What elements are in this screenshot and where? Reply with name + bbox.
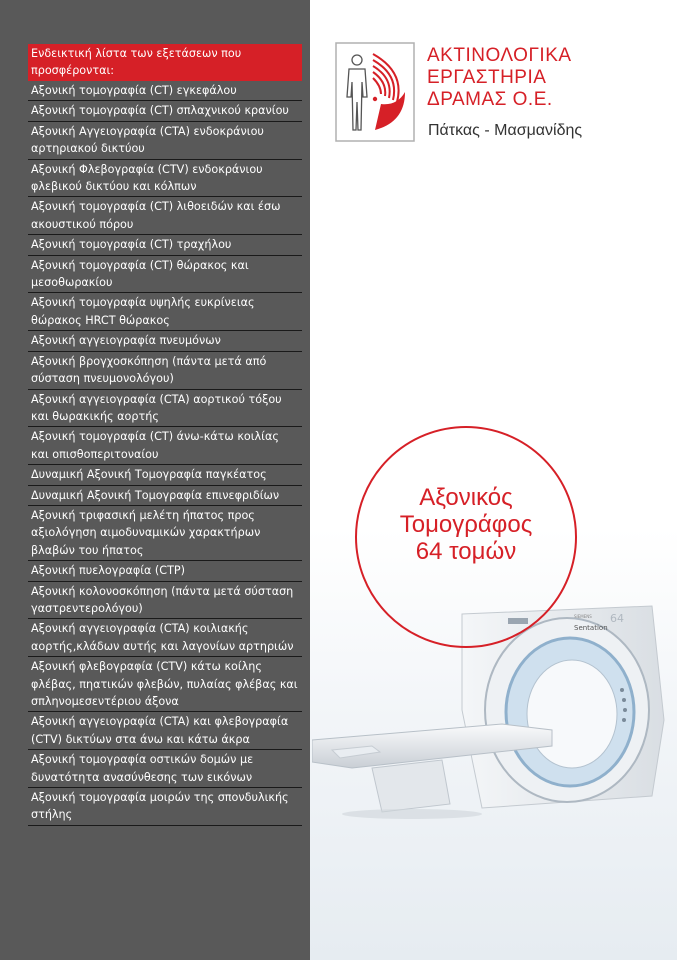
scanner-model-number: 64 (610, 612, 624, 625)
clinic-name-line1: ΑΚΤΙΝΟΛΟΓΙΚΑ (427, 45, 572, 66)
ct-badge-text (355, 484, 577, 565)
ct-badge-line3: 64 τομών (415, 538, 517, 565)
exam-list-item: Αξονική Αγγειογραφία (CTA) ενδοκράνιου αρτηριακού δικτύου (28, 122, 302, 160)
exam-list-item: Αξονική πυελογραφία (CTP) (28, 561, 302, 581)
clinic-name (427, 45, 572, 111)
exam-list-item: Αξονική τομογραφία (CT) λιθοειδών και έσω ακουστικού πόρου (28, 197, 302, 235)
exam-list-item: Δυναμική Αξονική Τομογραφία επινεφριδίων (28, 486, 302, 506)
exam-list-item: Αξονική βρογχοσκόπηση (πάντα μετά από σύσταση πνευμονολόγου) (28, 352, 302, 390)
clinic-logo (335, 42, 415, 142)
exam-list-item: Αξονική τομογραφία μοιρών της σπονδυλικής στήλης (28, 788, 302, 826)
clinic-owners: Πάτκας - Μασμανίδης (428, 122, 583, 139)
exam-list-header: Ενδεικτική λίστα των εξετάσεων που προσφέρονται: (28, 44, 302, 81)
scanner-brand-label: SIEMENS (574, 614, 592, 619)
exam-list-item: Αξονική αγγειογραφία (CTA) κοιλιακής αορτής,κλάδων αυτής και λαγονίων αρτηριών (28, 619, 302, 657)
exam-list-item: Αξονική τομογραφία (CT) εγκεφάλου (28, 81, 302, 101)
exam-list-item: Αξονική φλεβογραφία (CTV) κάτω κοίλης φλέβας, πηατικών φλεβών, πυλαίας φλέβας και σπληνομεσεντέριου άξονα (28, 657, 302, 712)
exam-list (28, 44, 302, 826)
exam-list-item: Αξονική τομογραφία υψηλής ευκρίνειας θώρακος HRCT θώρακος (28, 293, 302, 331)
scanner-model-label: Sentation (574, 624, 608, 632)
exam-list-item: Αξονική κολονοσκόπηση (πάντα μετά σύσταση γαστρεντερολόγου) (28, 582, 302, 620)
exam-list-item: Αξονική τριφασική μελέτη ήπατος προς αξιολόγηση αιμοδυναμικών χαρακτήρων βλαβών του ήπατος (28, 506, 302, 561)
clinic-name-line2: ΕΡΓΑΣΤΗΡΙΑ (427, 67, 547, 88)
exam-list-item: Αξονική αγγειογραφία (CTA) αορτικού τόξου και θωρακικής αορτής (28, 390, 302, 428)
exam-list-item: Αξονική τομογραφία οστικών δομών με δυνατότητα ανασύνθεσης των εικόνων (28, 750, 302, 788)
exam-list-item: Αξονική τομογραφία (CT) σπλαχνικού κρανίου (28, 101, 302, 121)
exam-list-item: Αξονική αγγειογραφία (CTA) και φλεβογραφία (CTV) δικτύων στα άνω και κάτω άκρα (28, 712, 302, 750)
exam-list-panel (0, 0, 310, 960)
exam-list-item: Αξονική τομογραφία (CT) θώρακος και μεσοθωρακίου (28, 256, 302, 294)
ct-badge-line1: Αξονικός (419, 484, 513, 511)
exam-list-item: Αξονική τομογραφία (CT) τραχήλου (28, 235, 302, 255)
exam-list-item: Αξονική τομογραφία (CT) άνω-κάτω κοιλίας και οπισθοπεριτοναίου (28, 427, 302, 465)
exam-list-item: Αξονική αγγειογραφία πνευμόνων (28, 331, 302, 351)
ct-badge-line2: Τομογράφος (399, 511, 533, 538)
exam-list-item: Αξονική Φλεβογραφία (CTV) ενδοκράνιου φλεβικού δικτύου και κόλπων (28, 160, 302, 198)
clinic-name-line3: ΔΡΑΜΑΣ Ο.Ε. (427, 89, 553, 110)
exam-list-item: Δυναμική Αξονική Τομογραφία παγκέατος (28, 465, 302, 485)
